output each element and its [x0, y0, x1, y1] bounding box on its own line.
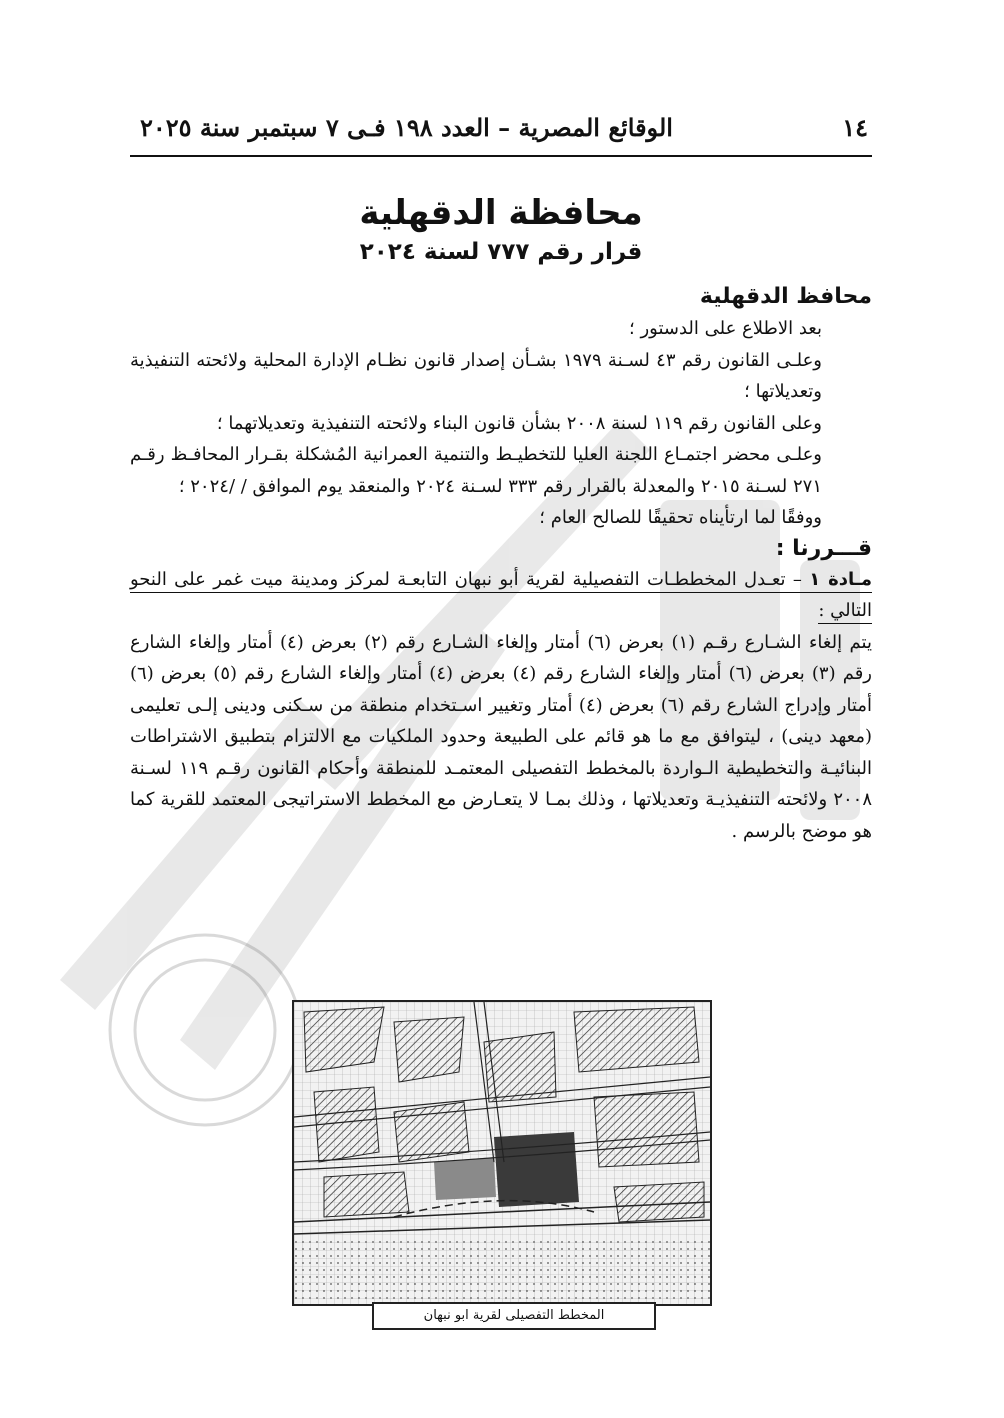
preamble-paragraph: وعلى القانون رقم ١١٩ لسنة ٢٠٠٨ بشأن قانون البناء ولائحته التنفيذية وتعديلاتهما ؛ — [216, 412, 822, 434]
preamble-paragraph: ووفقًا لما ارتأيناه تحقيقًا للصالح العام ؛ — [539, 507, 822, 528]
decided-heading: قـــررنا : — [775, 535, 872, 561]
map-drawing — [294, 1002, 710, 1304]
title-block — [130, 191, 872, 267]
governor-heading: محافظ الدقهلية — [699, 284, 872, 309]
article-text: يتم إلغاء الشـارع رقـم (١) بعرض (٦) أمتار وإلغاء الشـارع رقم (٢) بعرض (٤) أمتار وإلغاء الشارع رقم (٣) بعرض (٦) أمتار وإلغاء الشارع رقم (٤) بعرض (٤) أمتار وإلغاء الشارع رقم (٥) بعرض (٦) أمتار وإدراج الشارع رقم (٦) بعرض (٤) أمتار وتغيير اسـتخدام منطقة من سـكنى ودينى إلـى تعليمى (معهد دينى) ، ليتوافق مع ما هو قائم على الطبيعة وحدود الملكيات مع الالتزام بتطبيق الاشتراطات البنائيـة والتخطيطية الـواردة بالمخطط التفصيلى المعتمـد للمنطقة وأحكام القانون رقـم ١١٩ لسـنة ٢٠٠٨ ولائحته التنفيذيـة وتعديلاتها ، وذلك بمـا لا يتعـارض مع المخطط الاستراتيجى المعتمد للقرية كما هو موضح بالرسم . — [130, 631, 873, 842]
preamble-paragraph: وعلـى القانون رقم ٤٣ لسـنة ١٩٧٩ بشـأن إصدار قانون نظـام الإدارة المحلية ولائحته التنفيذية وتعديلاتها ؛ — [130, 349, 823, 402]
article-intro-text: – تعـدل المخططـات التفصيلية لقرية أبو نبهان التابعـة لمركز ومدينة ميت غمر على النحو التالي : — [130, 568, 872, 621]
article-label: مـادة ١ — [809, 568, 873, 590]
page-number: ١٤ — [842, 113, 868, 142]
decree-title: قرار رقم ٧٧٧ لسنة ٢٠٢٤ — [359, 239, 643, 265]
map-caption: المخطط التفصيلى لقرية ابو نبهان — [372, 1302, 656, 1330]
page-header — [130, 100, 872, 157]
preamble-paragraph: بعد الاطلاع على الدستور ؛ — [629, 318, 822, 339]
detailed-plan-map — [292, 1000, 712, 1306]
preamble-paragraph: وعلـى محضر اجتمـاع اللجنة العليا للتخطيـط والتنمية العمرانية المُشكلة بقـرار المحافـظ رقـم ٢٧١ لسـنة ٢٠١٥ والمعدلة بالقرار رقم ٣٣٣ لسـنة ٢٠٢٤ والمنعقد يوم الموافق / /٢٠٢٤ ؛ — [130, 444, 822, 497]
stamp — [110, 935, 300, 1125]
page-content — [130, 100, 872, 847]
governorate-title: محافظة الدقهلية — [359, 193, 643, 233]
running-title: الوقائع المصرية – العدد ١٩٨ فـى ٧ سبتمبر سنة ٢٠٢٥ — [140, 113, 673, 142]
decree-body — [130, 313, 872, 847]
article-intro — [130, 564, 872, 627]
